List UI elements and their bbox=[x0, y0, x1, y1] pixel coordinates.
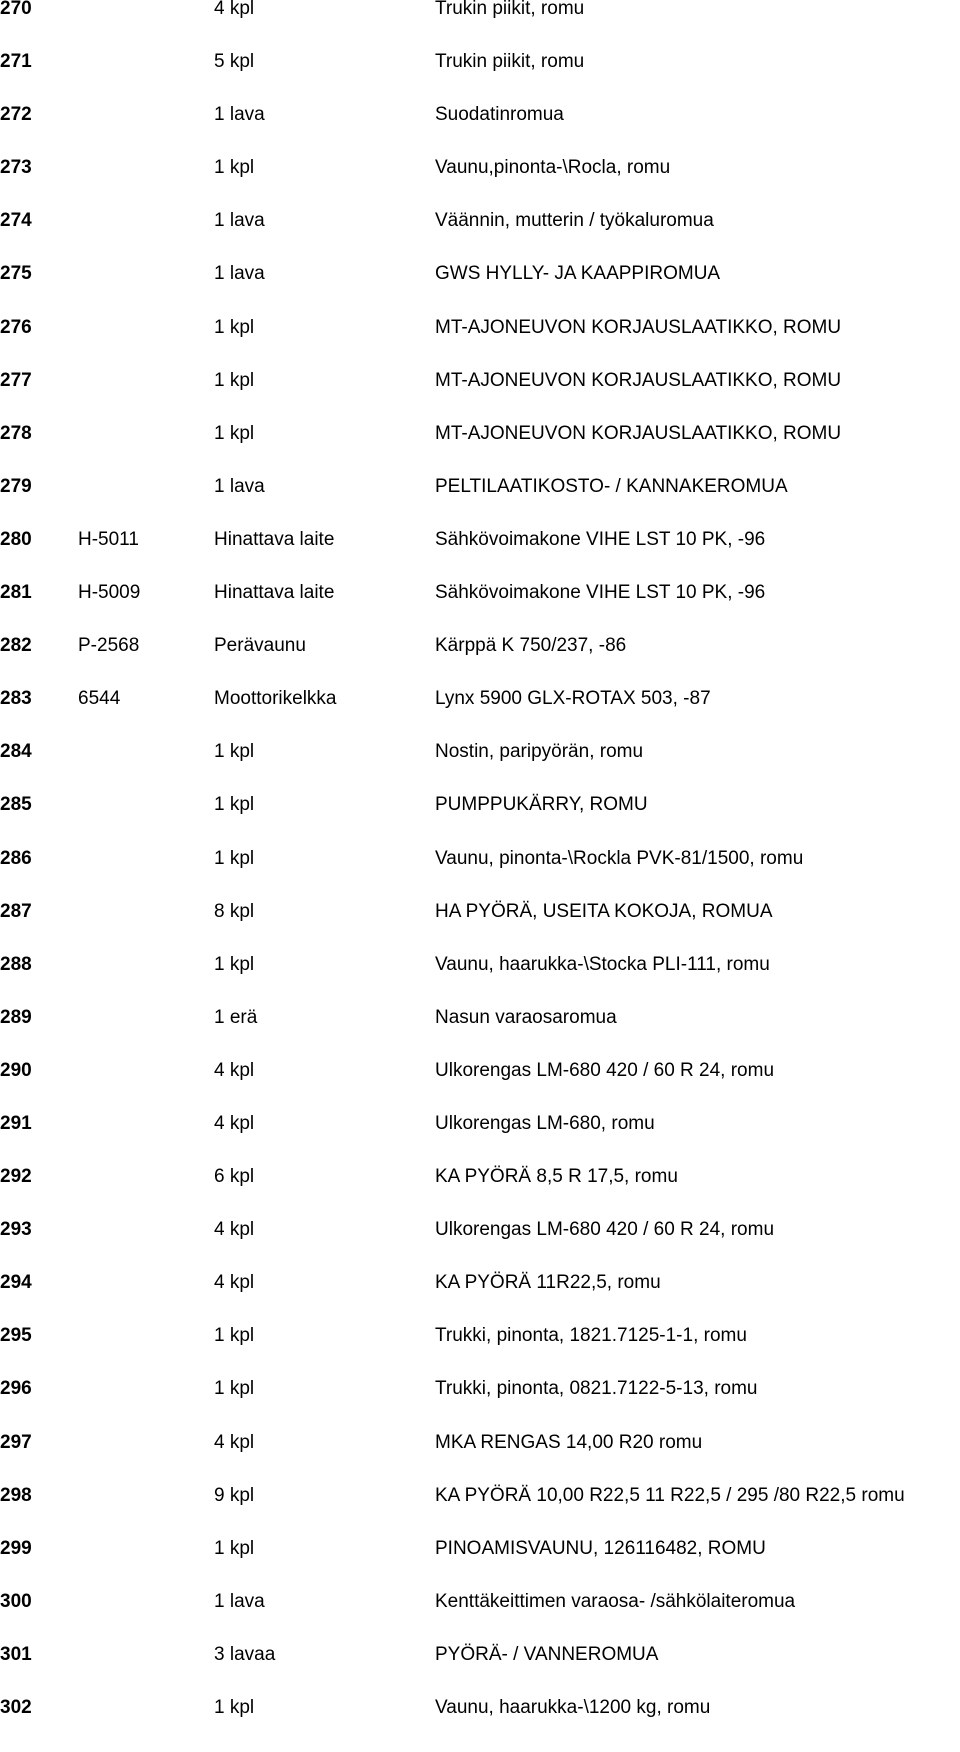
item-description: Vaunu, haarukka-\Stocka PLI-111, romu bbox=[435, 953, 770, 975]
list-item bbox=[0, 1221, 960, 1274]
item-quantity: 4 kpl bbox=[214, 1219, 255, 1241]
item-number: 297 bbox=[0, 1431, 32, 1453]
list-item bbox=[0, 422, 960, 478]
item-number: 295 bbox=[0, 1325, 32, 1347]
item-number: 293 bbox=[0, 1219, 32, 1241]
item-number: 276 bbox=[0, 316, 32, 338]
item-quantity: 1 kpl bbox=[214, 794, 255, 816]
item-number: 301 bbox=[0, 1643, 32, 1665]
item-quantity: 1 kpl bbox=[214, 422, 255, 444]
item-quantity: 1 kpl bbox=[214, 1378, 255, 1400]
list-item bbox=[0, 53, 960, 106]
item-number: 285 bbox=[0, 794, 32, 816]
item-quantity: 1 kpl bbox=[214, 316, 255, 338]
list-item bbox=[0, 796, 960, 849]
item-quantity: 4 kpl bbox=[214, 1059, 255, 1081]
item-description: MT-AJONEUVON KORJAUSLAATIKKO, ROMU bbox=[435, 369, 842, 391]
list-item bbox=[0, 265, 960, 318]
list-item bbox=[0, 106, 960, 159]
item-quantity: 1 kpl bbox=[214, 369, 255, 391]
list-item bbox=[0, 637, 960, 690]
list-item bbox=[0, 0, 960, 53]
item-code: P-2568 bbox=[78, 635, 140, 657]
item-description: Lynx 5900 GLX-ROTAX 503, -87 bbox=[435, 688, 711, 710]
item-description: MKA RENGAS 14,00 R20 romu bbox=[435, 1431, 703, 1453]
item-description: Trukki, pinonta, 0821.7122-5-13, romu bbox=[435, 1378, 758, 1400]
item-description: Ulkorengas LM-680 420 / 60 R 24, romu bbox=[435, 1059, 775, 1081]
list-item bbox=[0, 1168, 960, 1221]
list-item bbox=[0, 369, 960, 425]
item-quantity: 1 erä bbox=[214, 1006, 258, 1028]
item-number: 283 bbox=[0, 688, 32, 710]
item-number: 289 bbox=[0, 1006, 32, 1028]
item-quantity: 1 lava bbox=[214, 263, 265, 285]
item-code: 6544 bbox=[78, 688, 121, 710]
item-description: Ulkorengas LM-680 420 / 60 R 24, romu bbox=[435, 1219, 775, 1241]
list-item bbox=[0, 1699, 960, 1752]
list-item bbox=[0, 1059, 960, 1115]
item-description: PYÖRÄ- / VANNEROMUA bbox=[435, 1643, 659, 1665]
item-number: 298 bbox=[0, 1484, 32, 1506]
item-quantity: 1 kpl bbox=[214, 847, 255, 869]
item-quantity: 5 kpl bbox=[214, 51, 255, 73]
item-description: Nasun varaosaromua bbox=[435, 1006, 617, 1028]
item-quantity: Hinattava laite bbox=[214, 528, 335, 550]
list-item bbox=[0, 1643, 960, 1699]
item-number: 279 bbox=[0, 475, 32, 497]
item-quantity: 1 kpl bbox=[214, 157, 255, 179]
list-item bbox=[0, 1274, 960, 1327]
list-item bbox=[0, 1380, 960, 1433]
item-number: 282 bbox=[0, 635, 32, 657]
item-description: Trukin piikit, romu bbox=[435, 0, 585, 19]
item-number: 287 bbox=[0, 900, 32, 922]
list-item bbox=[0, 528, 960, 584]
item-quantity: 9 kpl bbox=[214, 1484, 255, 1506]
item-description: Sähkövoimakone VIHE LST 10 PK, -96 bbox=[435, 528, 766, 550]
item-description: Nostin, paripyörän, romu bbox=[435, 741, 644, 763]
item-number: 272 bbox=[0, 104, 32, 126]
item-quantity: 1 lava bbox=[214, 104, 265, 126]
item-description: Vaunu, pinonta-\Rockla PVK-81/1500, romu bbox=[435, 847, 804, 869]
item-description: KA PYÖRÄ 8,5 R 17,5, romu bbox=[435, 1166, 678, 1188]
item-number: 274 bbox=[0, 210, 32, 232]
item-description: Trukin piikit, romu bbox=[435, 51, 585, 73]
item-quantity: 4 kpl bbox=[214, 1431, 255, 1453]
item-description: PELTILAATIKOSTO- / KANNAKEROMUA bbox=[435, 475, 788, 497]
item-number: 300 bbox=[0, 1590, 32, 1612]
item-quantity: 1 kpl bbox=[214, 741, 255, 763]
item-number: 284 bbox=[0, 741, 32, 763]
item-description: Vaunu,pinonta-\Rocla, romu bbox=[435, 157, 671, 179]
list-item bbox=[0, 743, 960, 796]
item-description: Kärppä K 750/237, -86 bbox=[435, 635, 627, 657]
list-item bbox=[0, 900, 960, 956]
list-item bbox=[0, 1006, 960, 1062]
item-quantity: 1 lava bbox=[214, 475, 265, 497]
item-code: H-5011 bbox=[78, 528, 139, 550]
item-quantity: 1 kpl bbox=[214, 1697, 255, 1718]
item-code: H-5009 bbox=[78, 582, 141, 604]
list-item bbox=[0, 1590, 960, 1646]
item-quantity: Moottorikelkka bbox=[214, 688, 337, 710]
item-number: 291 bbox=[0, 1112, 32, 1134]
list-item bbox=[0, 159, 960, 212]
item-number: 302 bbox=[0, 1697, 32, 1718]
item-number: 290 bbox=[0, 1059, 32, 1081]
item-quantity: 8 kpl bbox=[214, 900, 255, 922]
item-description: Väännin, mutterin / työkaluromua bbox=[435, 210, 714, 232]
item-number: 292 bbox=[0, 1166, 32, 1188]
item-description: Suodatinromua bbox=[435, 104, 564, 126]
item-description: Kenttäkeittimen varaosa- /sähkölaiteromua bbox=[435, 1590, 796, 1612]
item-description: Ulkorengas LM-680, romu bbox=[435, 1112, 655, 1134]
item-number: 278 bbox=[0, 422, 32, 444]
item-number: 270 bbox=[0, 0, 32, 19]
list-item bbox=[0, 1112, 960, 1168]
list-item bbox=[0, 1327, 960, 1380]
item-quantity: Perävaunu bbox=[214, 635, 306, 657]
list-item bbox=[0, 1484, 960, 1540]
item-description: Sähkövoimakone VIHE LST 10 PK, -96 bbox=[435, 582, 766, 604]
list-item bbox=[0, 584, 960, 637]
item-quantity: 1 lava bbox=[214, 1590, 265, 1612]
item-number: 281 bbox=[0, 582, 32, 604]
item-number: 299 bbox=[0, 1537, 32, 1559]
item-quantity: 1 kpl bbox=[214, 1325, 255, 1347]
item-number: 273 bbox=[0, 157, 32, 179]
item-quantity: 4 kpl bbox=[214, 1112, 255, 1134]
item-number: 288 bbox=[0, 953, 32, 975]
item-quantity: 4 kpl bbox=[214, 0, 255, 19]
list-item bbox=[0, 1431, 960, 1487]
item-quantity: 3 lavaa bbox=[214, 1643, 276, 1665]
item-number: 294 bbox=[0, 1272, 32, 1294]
item-quantity: 6 kpl bbox=[214, 1166, 255, 1188]
list-item bbox=[0, 475, 960, 531]
item-description: HA PYÖRÄ, USEITA KOKOJA, ROMUA bbox=[435, 900, 773, 922]
list-item bbox=[0, 953, 960, 1009]
item-description: Vaunu, haarukka-\1200 kg, romu bbox=[435, 1697, 711, 1718]
item-number: 271 bbox=[0, 51, 32, 73]
item-description: MT-AJONEUVON KORJAUSLAATIKKO, ROMU bbox=[435, 422, 842, 444]
item-quantity: 1 kpl bbox=[214, 953, 255, 975]
item-description: PINOAMISVAUNU, 126116482, ROMU bbox=[435, 1537, 766, 1559]
list-item bbox=[0, 847, 960, 903]
item-quantity: 4 kpl bbox=[214, 1272, 255, 1294]
item-description: GWS HYLLY- JA KAAPPIROMUA bbox=[435, 263, 721, 285]
item-number: 286 bbox=[0, 847, 32, 869]
item-quantity: Hinattava laite bbox=[214, 582, 335, 604]
list-item bbox=[0, 316, 960, 372]
item-number: 277 bbox=[0, 369, 32, 391]
item-description: KA PYÖRÄ 10,00 R22,5 11 R22,5 / 295 /80 R22,5 romu bbox=[435, 1484, 905, 1506]
item-number: 296 bbox=[0, 1378, 32, 1400]
item-description: Trukki, pinonta, 1821.7125-1-1, romu bbox=[435, 1325, 747, 1347]
item-description: PUMPPUKÄRRY, ROMU bbox=[435, 794, 648, 816]
item-quantity: 1 kpl bbox=[214, 1537, 255, 1559]
list-item bbox=[0, 690, 960, 743]
list-item bbox=[0, 212, 960, 265]
item-quantity: 1 lava bbox=[214, 210, 265, 232]
list-item bbox=[0, 1537, 960, 1593]
item-number: 280 bbox=[0, 528, 32, 550]
item-number: 275 bbox=[0, 263, 32, 285]
item-description: KA PYÖRÄ 11R22,5, romu bbox=[435, 1272, 661, 1294]
item-description: MT-AJONEUVON KORJAUSLAATIKKO, ROMU bbox=[435, 316, 842, 338]
